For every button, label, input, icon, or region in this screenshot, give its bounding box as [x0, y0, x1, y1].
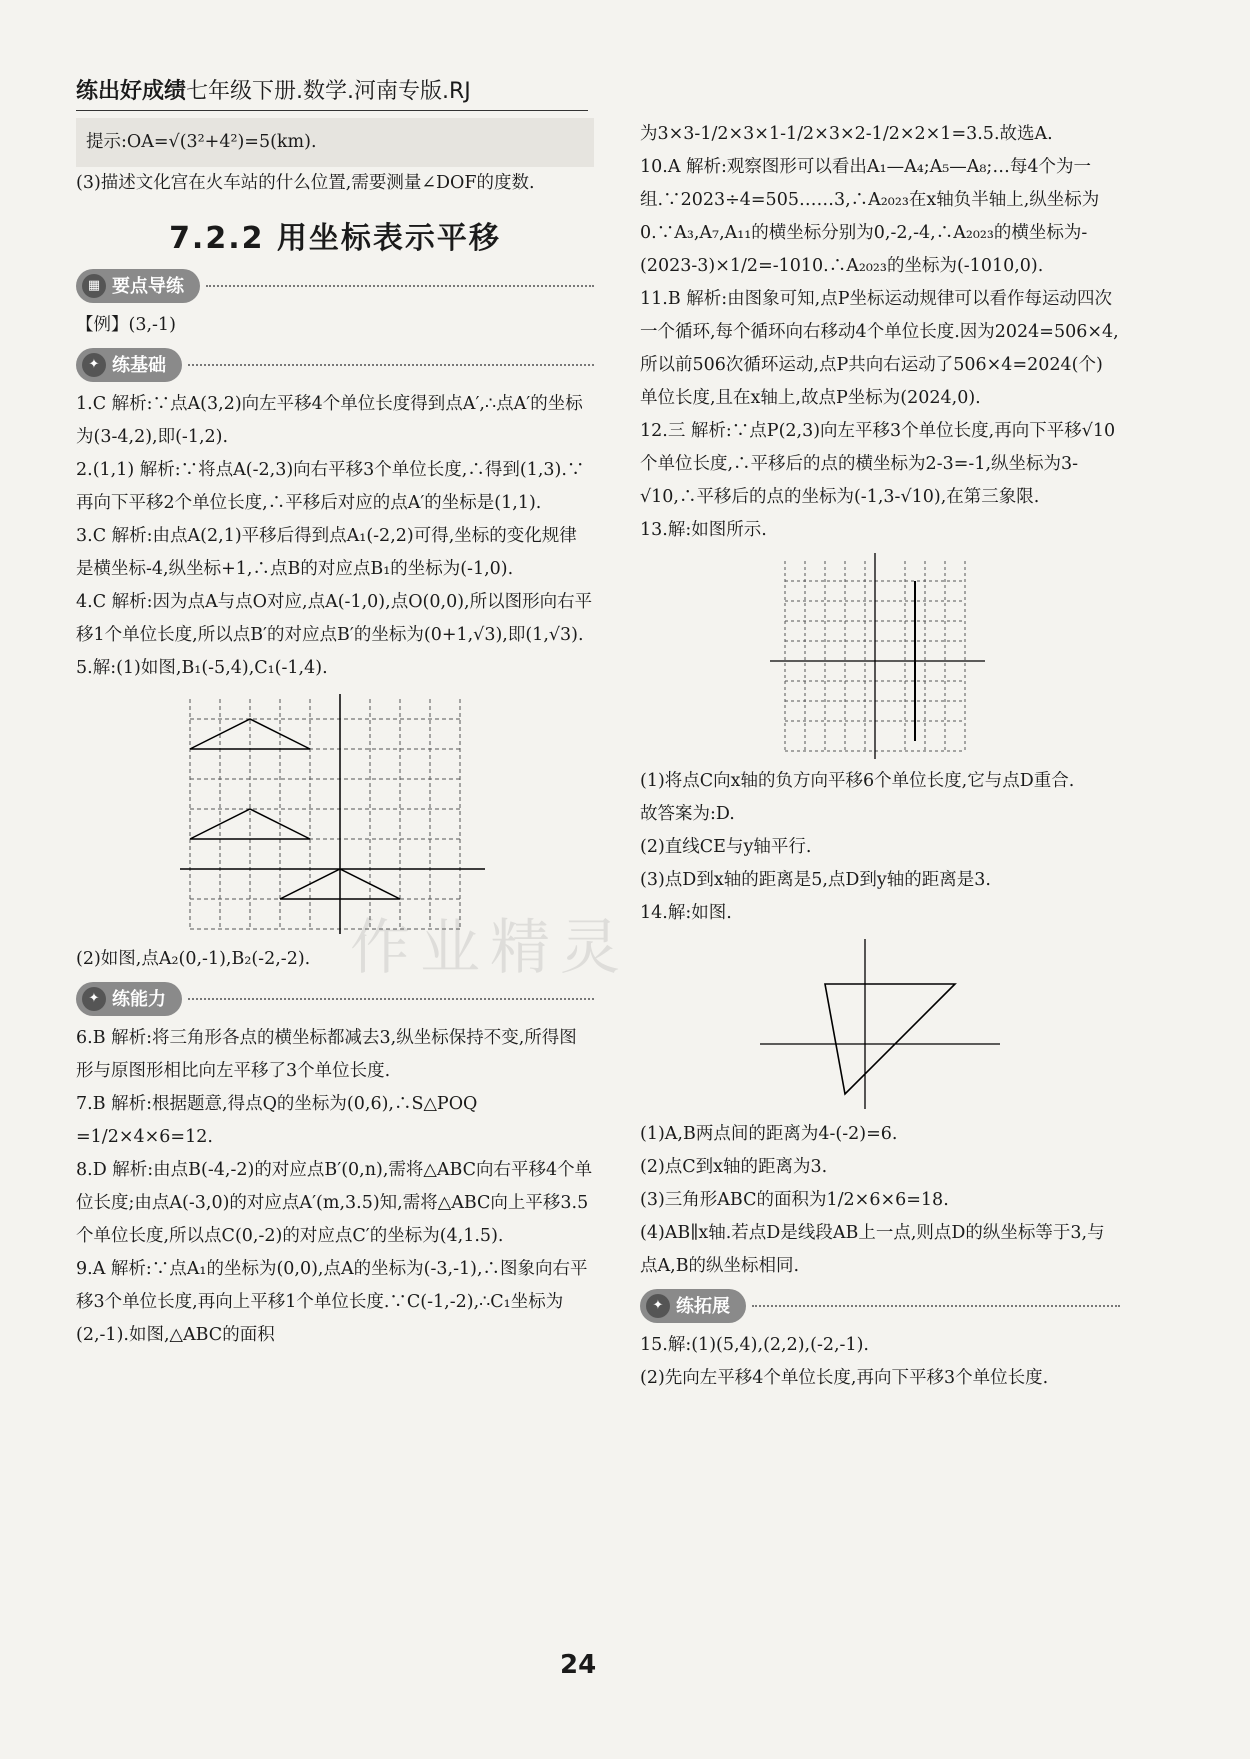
answer-9-cont: 为3×3-1/2×3×1-1/2×3×2-1/2×2×1=3.5.故选A. [640, 124, 1053, 144]
header-rule [76, 110, 588, 111]
grid-icon: ▦ [82, 274, 106, 298]
answer-15a: 15.解:(1)(5,4),(2,2),(-2,-1). [640, 1335, 869, 1355]
answer-9: 9.A 解析:∵点A₁的坐标为(0,0),点A的坐标为(-3,-1),∴图象向右平移3个单位长度,再向上平移1个单位长度.∵C(-1,-2),∴C₁坐标为(2,-1).如图,△ABC的面积 [76, 1259, 588, 1345]
answer-6: 6.B 解析:将三角形各点的横坐标都减去3,纵坐标保持不变,所得图形与原图形相比向左平移了3个单位长度. [76, 1028, 577, 1081]
section-ability: ✦ 练能力 [76, 982, 594, 1016]
hint-box: 提示:OA=√(3²+4²)=5(km). [76, 118, 594, 167]
watermark: 作业精灵 [350, 913, 630, 983]
answer-14: 14.解:如图. [640, 903, 732, 923]
answer-13a: (1)将点C向x轴的负方向平移6个单位长度,它与点D重合. [640, 771, 1075, 791]
figure-14-plot [755, 934, 1005, 1114]
runner-icon: ✦ [82, 987, 106, 1011]
answer-4: 4.C 解析:因为点A与点O对应,点A(-1,0),点O(0,0),所以图形向右平移1个单位长度,所以点B′的对应点B′的坐标为(0+1,√3),即(1,√3). [76, 592, 593, 645]
answer-12: 12.三 解析:∵点P(2,3)向左平移3个单位长度,再向下平移√10个单位长度,∴平移后的点的横坐标为2-3=-1,纵坐标为3-√10,∴平移后的点的坐标为(-1,3-√10),在第三象限. [640, 421, 1116, 507]
answer-13: 13.解:如图所示. [640, 520, 767, 540]
example-answer: 【例】(3,-1) [76, 315, 176, 335]
answer-7b: =1/2×4×6=12. [76, 1127, 213, 1147]
answer-13c: (2)直线CE与y轴平行. [640, 837, 812, 857]
answer-14d: (4)AB∥x轴.若点D是线段AB上一点,则点D的纵坐标等于3,与点A,B的纵坐标相同. [640, 1223, 1105, 1276]
runner-icon: ✦ [82, 353, 106, 377]
right-column [640, 118, 1120, 1395]
answer-3: (3)描述文化宫在火车站的什么位置,需要测量∠DOF的度数. [76, 173, 535, 193]
answer-3b: 3.C 解析:由点A(2,1)平移后得到点A₁(-2,2)可得,坐标的变化规律是横坐标-4,纵坐标+1,∴点B的对应点B₁的坐标为(-1,0). [76, 526, 577, 579]
answer-5: 5.解:(1)如图,B₁(-5,4),C₁(-1,4). [76, 658, 328, 678]
answer-14c: (3)三角形ABC的面积为1/2×6×6=18. [640, 1190, 949, 1210]
section-title: 7.2.2 用坐标表示平移 [169, 221, 501, 256]
answer-7a: 7.B 解析:根据题意,得点Q的坐标为(0,6),∴S△POQ [76, 1094, 478, 1114]
answer-14b: (2)点C到x轴的距离为3. [640, 1157, 828, 1177]
figure-13-grid [765, 551, 995, 761]
answer-13b: 故答案为:D. [640, 804, 735, 824]
answer-13d: (3)点D到x轴的距离是5,点D到y轴的距离是3. [640, 870, 991, 890]
section-basic: ✦ 练基础 [76, 348, 594, 382]
answer-15b: (2)先向左平移4个单位长度,再向下平移3个单位长度. [640, 1368, 1049, 1388]
answer-10: 10.A 解析:观察图形可以看出A₁—A₄;A₅—A₈;…每4个为一组.∵2023÷4=505……3,∴A₂₀₂₃在x轴负半轴上,纵坐标为0.∵A₃,A₇,A₁₁的横坐标分别为0,-2,-4,∴A₂₀₂₃的横坐标为-(2023-3)×1/2=-1010.∴A₂₀₂₃的坐标为(-1010,0). [640, 157, 1100, 276]
answer-1: 1.C 解析:∵点A(3,2)向左平移4个单位长度得到点A′,∴点A′的坐标为(3-4,2),即(-1,2). [76, 394, 583, 447]
answer-2: 2.(1,1) 解析:∵将点A(-2,3)向右平移3个单位长度,∴得到(1,3).∵再向下平移2个单位长度,∴平移后对应的点A′的坐标是(1,1). [76, 460, 585, 513]
running-header: 练出好成绩七年级下册.数学.河南专版.RJ [76, 79, 471, 104]
answer-11: 11.B 解析:由图象可知,点P坐标运动规律可以看作每运动四次一个循环,每个循环向右移动4个单位长度.因为2024=506×4,所以前506次循环运动,点P共向右运动了506×4=2024(个)单位长度,且在x轴上,故点P坐标为(2024,0). [640, 289, 1119, 408]
runner-icon: ✦ [646, 1294, 670, 1318]
page-number: 24 [560, 1650, 597, 1680]
answer-5b: (2)如图,点A₂(0,-1),B₂(-2,-2). [76, 949, 311, 969]
section-key-points: ▦ 要点导练 [76, 269, 594, 303]
section-extension: ✦ 练拓展 [640, 1289, 1120, 1323]
answer-14a: (1)A,B两点间的距离为4-(-2)=6. [640, 1124, 898, 1144]
answer-8: 8.D 解析:由点B(-4,-2)的对应点B′(0,n),需将△ABC向右平移4个单位长度;由点A(-3,0)的对应点A′(m,3.5)知,需将△ABC向上平移3.5个单位长度,所以点C(0,-2)的对应点C′的坐标为(4,1.5). [76, 1160, 593, 1246]
left-column [76, 118, 594, 1352]
